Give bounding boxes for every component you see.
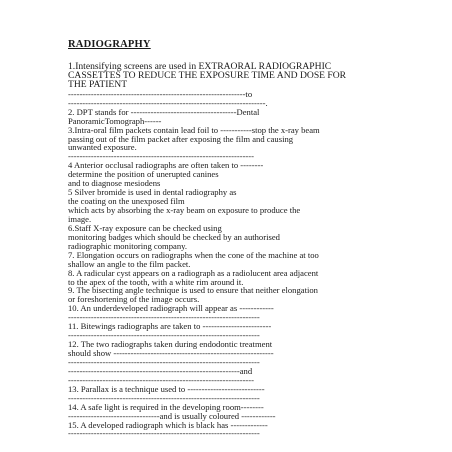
document-line: ------------------------------------------------------------------- — [68, 330, 260, 341]
document-line: ------------------------------------------------------------and — [68, 365, 253, 376]
document-line: ----------------------------------------------------------------- — [68, 151, 255, 162]
document-line: shallow an angle to the film packet. — [68, 258, 191, 269]
document-line: 4 Anterior occlusal radiographs are often taken to -------- — [68, 160, 264, 171]
document-line: unwanted exposure. — [68, 142, 137, 153]
document-line: 3.Intra-oral film packets contain lead foil to -----------stop the x-ray beam — [68, 124, 320, 135]
document-line: THE PATIENT — [68, 78, 128, 90]
document-line: ------------------------------------------------------------------- — [68, 392, 260, 403]
document-line: and to diagnose mesiodens — [68, 178, 161, 189]
document-line: to the apex of the tooth, with a white rim around it. — [68, 276, 244, 287]
document-line: ---------------------------------------------------------------------. — [68, 97, 268, 108]
document-line: 6.Staff X-ray exposure can be checked using — [68, 222, 222, 233]
document-line: which acts by absorbing the x-ray beam on exposure to produce the — [68, 205, 301, 215]
document-line: 9. The bisecting angle technique is used to ensure that neither elongation — [68, 285, 318, 296]
document-line: 10. An underdeveloped radiograph will appear as ------------ — [68, 303, 274, 314]
document-line: ------------------------------------------------------------------- — [68, 356, 260, 367]
document-line: ------------------------------------------------------------------- — [68, 428, 260, 439]
document-line: ----------------------------------------------------------------- — [68, 374, 255, 385]
document-line: PanoramicTomograph------ — [68, 115, 162, 126]
document-line: radiographic monitoring company. — [68, 240, 188, 251]
document-line: 5 Silver bromide is used in dental radiography as — [68, 187, 237, 198]
document-line: should show -------------------------------------------------------- — [68, 348, 274, 358]
document-line: 13. Parallax is a technique used to --------------------------- — [68, 383, 265, 394]
document-line: CASSETTES TO REDUCE THE EXPOSURE TIME AND DOSE FOR — [68, 69, 347, 81]
document-title: RADIOGRAPHY — [68, 39, 151, 50]
document-line: --------------------------------and is usually coloured ------------ — [68, 410, 276, 421]
document-line: 11. Bitewings radiographs are taken to ------------------------ — [68, 321, 272, 332]
document-line: image. — [68, 213, 92, 224]
document-line: 7. Elongation occurs on radiographs when the cone of the machine at too — [68, 249, 319, 260]
document-body — [68, 58, 448, 438]
document-line: 15. A developed radiograph which is black has ------------- — [68, 419, 268, 430]
document-line: or foreshortening of the image occurs. — [68, 294, 200, 305]
document-line: ------------------------------------------------------------------- — [68, 312, 260, 323]
document-line: 12. The two radiographs taken during endodontic treatment — [68, 339, 273, 350]
document-line: 14. A safe light is required in the developing room-------- — [68, 401, 264, 412]
document-line: 2. DPT stands for -------------------------------------Dental — [68, 106, 260, 117]
document-line: passing out of the film packet after exposing the film and causing — [68, 133, 294, 144]
document-line: 8. A radicular cyst appears on a radiograph as a radiolucent area adjacent — [68, 267, 319, 278]
document-line: 1.Intensifying screens are used in EXTRAORAL RADIOGRAPHIC — [68, 61, 332, 72]
document-line: monitoring badges which should be checked by an authorised — [68, 231, 280, 242]
document-line: the coating on the unexposed film — [68, 196, 185, 207]
document-line: --------------------------------------------------------------to — [68, 88, 253, 99]
document-line: determine the position of unerupted canines — [68, 169, 219, 180]
